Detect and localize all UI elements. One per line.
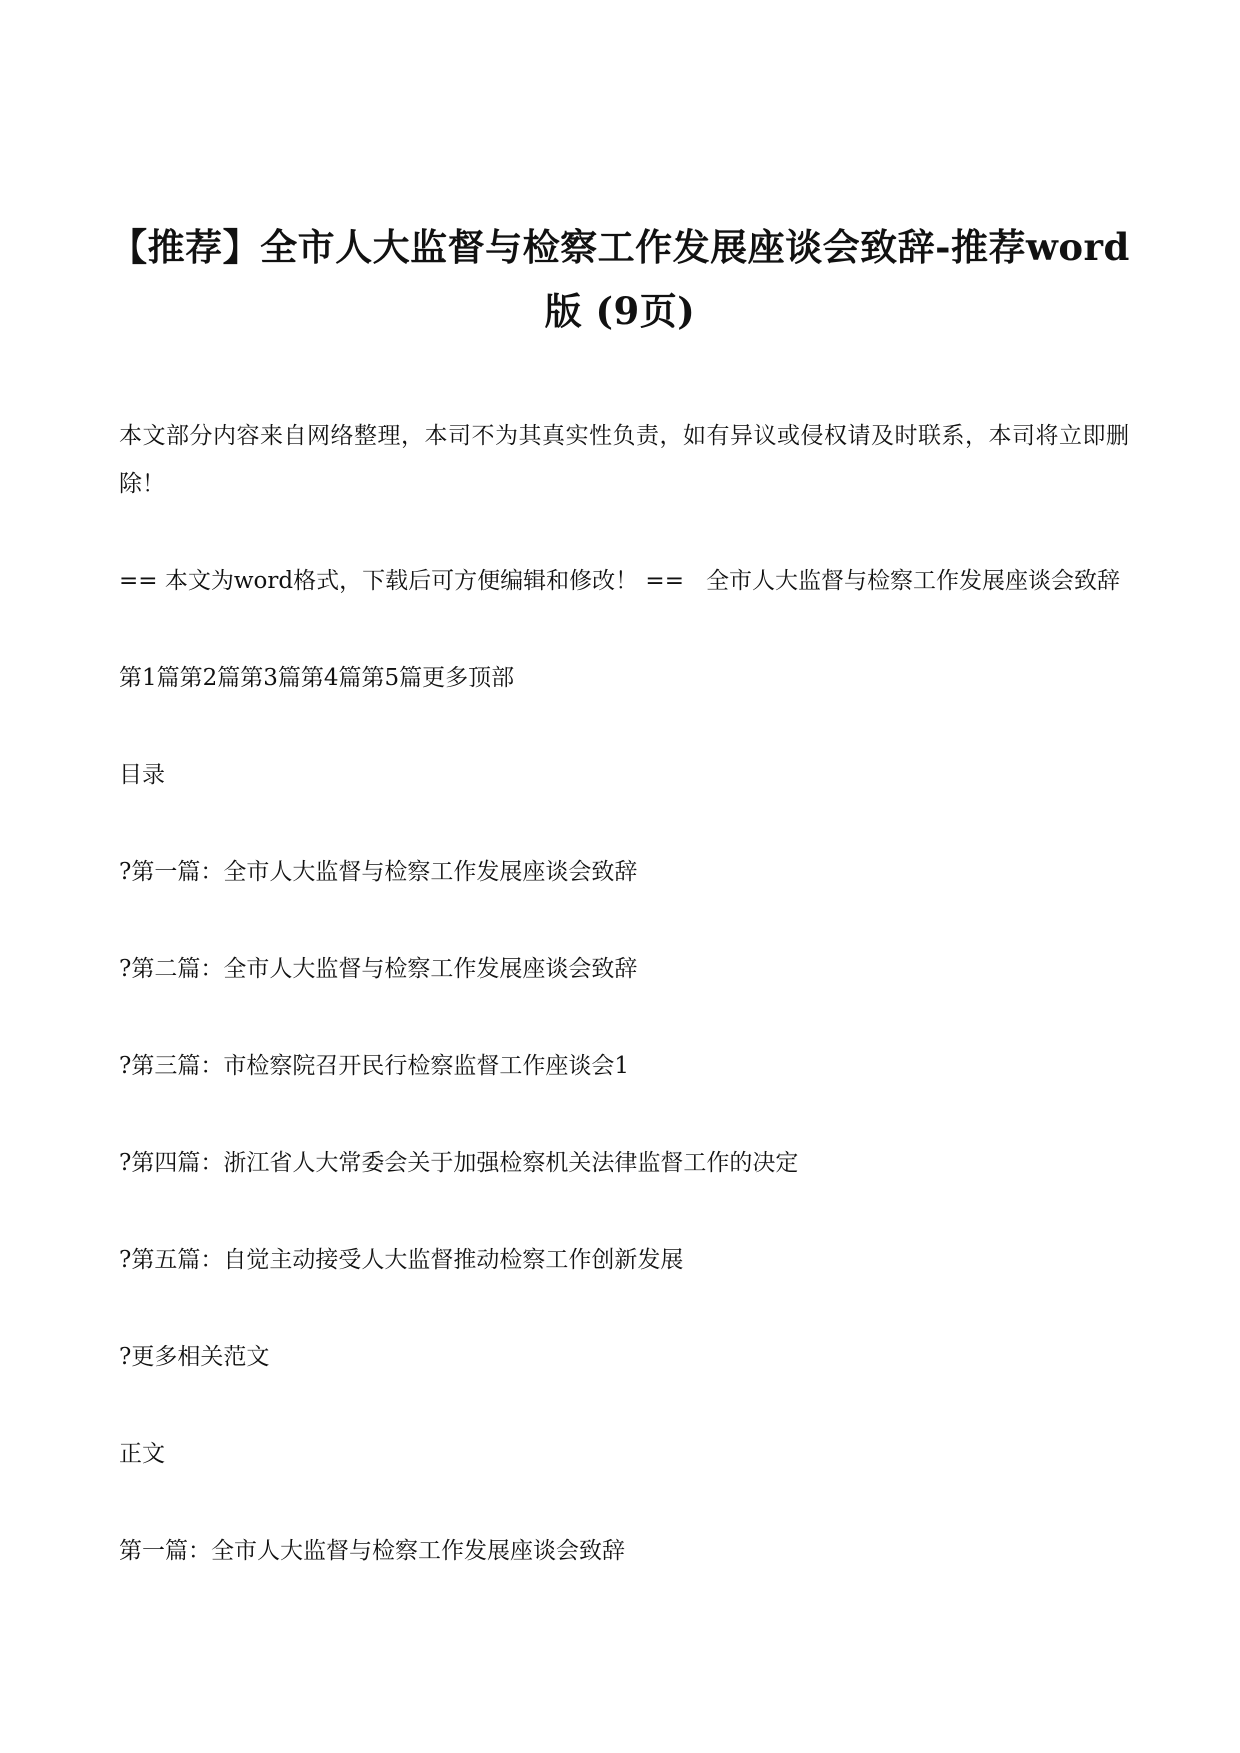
section-nav-line: 第1篇第2篇第3篇第4篇第5篇更多顶部 bbox=[119, 665, 515, 691]
toc-heading: 目录 bbox=[119, 762, 165, 788]
toc-item: ?第一篇：全市人大监督与检察工作发展座谈会致辞 bbox=[119, 859, 638, 885]
toc-item: ?第三篇：市检察院召开民行检察监督工作座谈会1 bbox=[119, 1053, 629, 1079]
toc-item: ?第五篇：自觉主动接受人大监督推动检察工作创新发展 bbox=[119, 1247, 684, 1273]
toc-item: ?第二篇：全市人大监督与检察工作发展座谈会致辞 bbox=[119, 956, 638, 982]
body-heading: 正文 bbox=[119, 1441, 165, 1467]
first-section-heading: 第一篇：全市人大监督与检察工作发展座谈会致辞 bbox=[119, 1538, 625, 1564]
format-note-paragraph bbox=[119, 557, 1129, 605]
disclaimer-paragraph: 本文部分内容来自网络整理，本司不为其真实性负责，如有异议或侵权请及时联系，本司将立即删除！ bbox=[119, 423, 1129, 497]
document-body bbox=[119, 412, 1129, 1624]
format-note-subject: 全市人大监督与检察工作发展座谈会致辞 bbox=[705, 568, 1120, 594]
toc-item: ?第四篇：浙江省人大常委会关于加强检察机关法律监督工作的决定 bbox=[119, 1150, 799, 1176]
toc-item: ?更多相关范文 bbox=[119, 1344, 270, 1370]
document-title: 【推荐】全市人大监督与检察工作发展座谈会致辞-推荐word版 (9页) bbox=[110, 225, 1130, 333]
format-note: == 本文为word格式，下载后可方便编辑和修改！ == bbox=[119, 568, 684, 594]
